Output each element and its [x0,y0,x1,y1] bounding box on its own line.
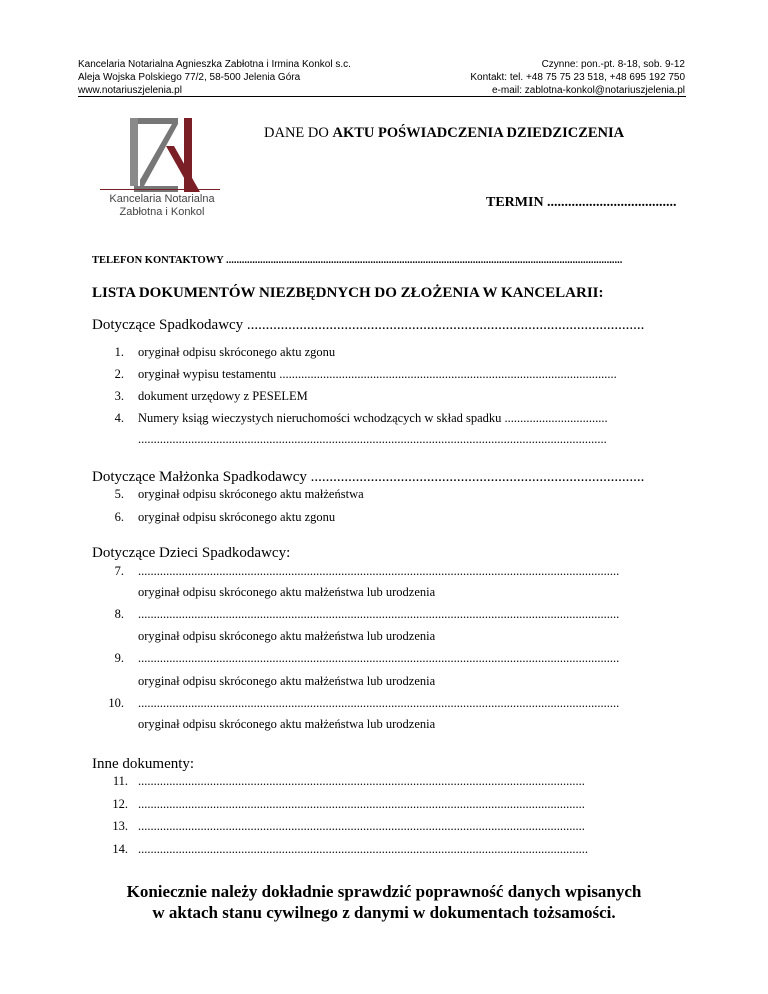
item-number: 14. [112,842,128,856]
office-hours: Czynne: pon.-pt. 8-18, sob. 9-12 [541,59,685,70]
item-number: 12. [112,797,128,811]
document-title [264,125,624,142]
logo-mark-icon [100,116,230,194]
item-dots: ............................................................................................................................................... [138,819,585,833]
item-dots: ............................................................................................................................................... [138,774,585,788]
item-dots: ............................................................................................................................................... [138,797,585,811]
item-continuation-dots: ...................................................................................................................................................... [138,432,607,446]
item-number: 11. [112,774,128,788]
item-number: 13. [112,819,128,833]
item-text: Numery ksiąg wieczystych nieruchomości wchodzących w skład spadku ................................. [138,411,608,425]
item-number: 6. [114,510,124,524]
item-dots: ................................................................................................................................................ [138,842,588,856]
section-spouse-heading: Dotyczące Małżonka Spadkodawcy ......................................................................................... [92,469,645,485]
item-number: 8. [114,607,124,621]
office-website-link[interactable]: www.notariuszjelenia.pl [78,85,182,96]
item-text: oryginał odpisu skróconego aktu małżeństwa lub urodzenia [138,717,436,731]
office-name: Kancelaria Notarialna Agnieszka Zabłotna i Irmina Konkol s.c. [78,59,351,70]
header-divider [78,96,686,97]
section-other-heading: Inne dokumenty: [92,756,195,772]
section-children-heading: Dotyczące Dzieci Spadkodawcy: [92,545,291,561]
item-text: oryginał odpisu skróconego aktu zgonu [138,510,336,524]
item-text: oryginał odpisu skróconego aktu małżeństwa lub urodzenia [138,674,436,688]
contact-phone-field: TELEFON KONTAKTOWY ....................................................................................................................................................... [92,255,623,266]
logo-underline [100,189,220,190]
item-dots: .......................................................................................................................................................... [138,651,620,665]
item-text: oryginał odpisu skróconego aktu małżeństwa lub urodzenia [138,629,436,643]
office-phone: Kontakt: tel. +48 75 75 23 518, +48 695 192 750 [470,72,685,83]
termin-field: TERMIN ..................................... [486,195,677,210]
logo-text-line1: Kancelaria Notarialna [109,193,215,205]
item-number: 4. [114,411,124,425]
documents-list-heading: LISTA DOKUMENTÓW NIEZBĘDNYCH DO ZŁOŻENIA W KANCELARII: [92,285,604,301]
item-text: oryginał odpisu skróconego aktu zgonu [138,345,336,359]
item-text: dokument urzędowy z PESELEM [138,389,308,403]
title-prefix: DANE DO [264,125,333,141]
title-bold: AKTU POŚWIADCZENIA DZIEDZICZENIA [332,125,625,141]
item-text: oryginał wypisu testamentu ............................................................................................................ [138,367,617,381]
item-dots: .......................................................................................................................................................... [138,564,620,578]
item-number: 3. [114,389,124,403]
item-dots: .......................................................................................................................................................... [138,607,620,621]
item-number: 5. [114,487,124,501]
item-text: oryginał odpisu skróconego aktu małżeństwa [138,487,364,501]
item-dots: .......................................................................................................................................................... [138,696,620,710]
item-number: 7. [114,564,124,578]
logo-text-line2: Zabłotna i Konkol [119,206,205,218]
item-text: oryginał odpisu skróconego aktu małżeństwa lub urodzenia [138,585,436,599]
section-deceased-heading: Dotyczące Spadkodawcy .......................................................................................................... [92,317,645,333]
item-number: 10. [108,696,124,710]
logo [100,116,230,220]
warning-line1: Koniecznie należy dokładnie sprawdzić poprawność danych wpisanych [126,882,642,901]
item-number: 1. [114,345,124,359]
warning-line2: w aktach stanu cywilnego z danymi w dokumentach tożsamości. [152,903,616,922]
office-email-link[interactable]: e-mail: zablotna-konkol@notariuszjelenia.pl [491,85,685,96]
item-number: 2. [114,367,124,381]
item-number: 9. [114,651,124,665]
office-address: Aleja Wojska Polskiego 77/2, 58-500 Jelenia Góra [78,72,301,83]
